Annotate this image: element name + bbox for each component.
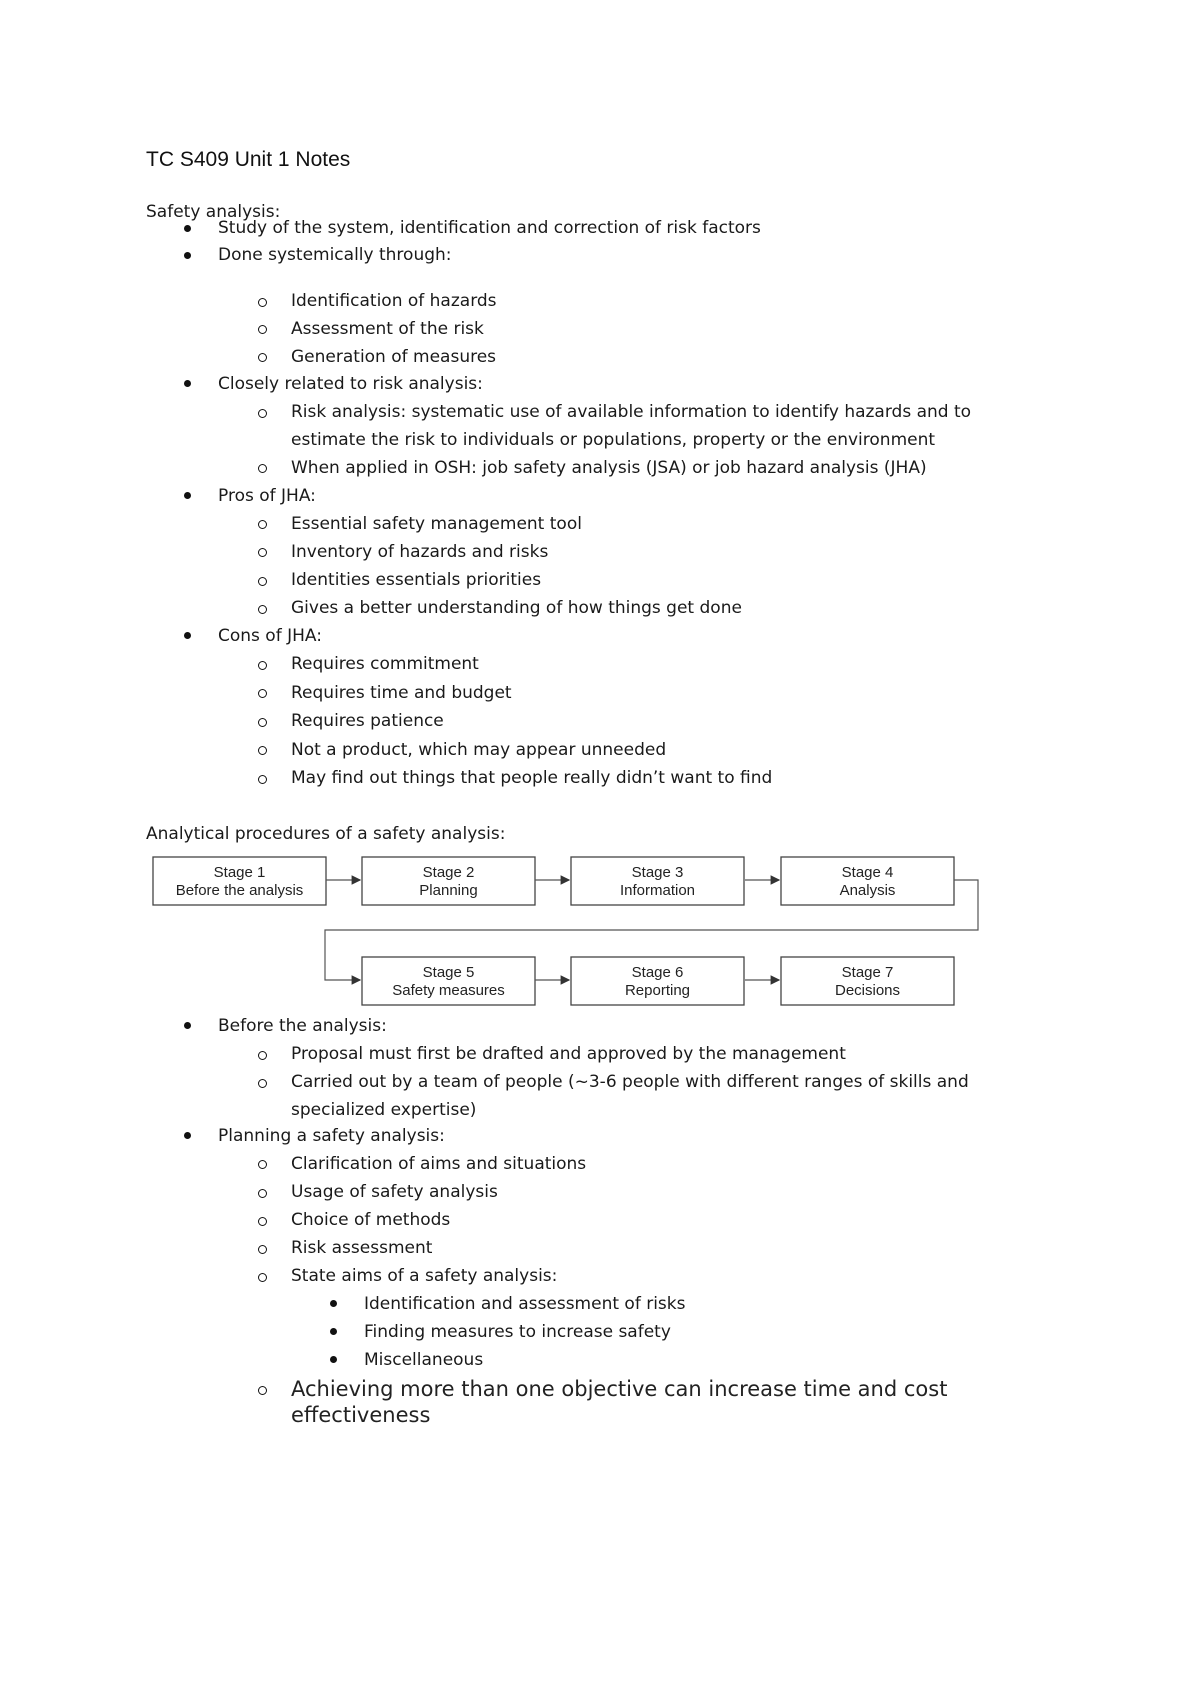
bullet-icon bbox=[330, 1356, 337, 1363]
circle-bullet-icon bbox=[258, 1160, 267, 1169]
stage-description: Before the analysis bbox=[175, 882, 304, 899]
bullet-icon bbox=[184, 1132, 191, 1139]
list-item: Clarification of aims and situations bbox=[291, 1154, 587, 1174]
stage-box-2 bbox=[362, 857, 535, 905]
list-item: Identification and assessment of risks bbox=[364, 1294, 686, 1314]
stage-name: Stage 2 bbox=[422, 864, 475, 881]
list-item: Closely related to risk analysis: bbox=[218, 374, 483, 394]
list-item: Achieving more than one objective can increase time and cost bbox=[291, 1377, 948, 1401]
list-item: May find out things that people really didn’t want to find bbox=[291, 768, 773, 788]
list-item: Proposal must first be drafted and approved by the management bbox=[291, 1044, 846, 1064]
stage-box-3 bbox=[571, 857, 744, 905]
list-item: Identification of hazards bbox=[291, 291, 497, 311]
list-item: Before the analysis: bbox=[218, 1016, 387, 1036]
list-item-continuation: effectiveness bbox=[291, 1403, 431, 1427]
stage-box-7 bbox=[781, 957, 954, 1005]
bullet-icon bbox=[184, 1022, 191, 1029]
list-item: Identities essentials priorities bbox=[291, 570, 542, 590]
list-item: Study of the system, identification and correction of risk factors bbox=[218, 218, 761, 238]
circle-bullet-icon bbox=[258, 1273, 267, 1282]
list-item-continuation: estimate the risk to individuals or populations, property or the environment bbox=[291, 430, 936, 450]
list-item: Inventory of hazards and risks bbox=[291, 542, 549, 562]
list-item: Assessment of the risk bbox=[291, 319, 484, 339]
list-item: Carried out by a team of people (~3-6 people with different ranges of skills and bbox=[291, 1072, 969, 1092]
circle-bullet-icon bbox=[258, 1051, 267, 1060]
list-item: Done systemically through: bbox=[218, 245, 452, 265]
list-item: Requires commitment bbox=[291, 654, 479, 674]
list-item: When applied in OSH: job safety analysis (JSA) or job hazard analysis (JHA) bbox=[291, 458, 927, 478]
stage-description: Decisions bbox=[834, 982, 901, 999]
list-item: Pros of JHA: bbox=[218, 486, 316, 506]
stage-description: Reporting bbox=[624, 982, 691, 999]
bullet-icon bbox=[330, 1328, 337, 1335]
stage-description: Safety measures bbox=[392, 982, 505, 999]
list-item: Essential safety management tool bbox=[291, 514, 582, 534]
stage-box-6 bbox=[571, 957, 744, 1005]
list-item: Requires time and budget bbox=[291, 683, 512, 703]
circle-bullet-icon bbox=[258, 1386, 267, 1395]
stage-name: Stage 5 bbox=[422, 964, 475, 981]
stage-name: Stage 7 bbox=[841, 964, 894, 981]
list-item: Finding measures to increase safety bbox=[364, 1322, 671, 1342]
stage-name: Stage 4 bbox=[841, 864, 894, 881]
stage-name: Stage 6 bbox=[631, 964, 684, 981]
stage-name: Stage 3 bbox=[631, 864, 684, 881]
stage-box-5 bbox=[362, 957, 535, 1005]
stage-description: Planning bbox=[419, 882, 478, 899]
circle-bullet-icon bbox=[258, 1245, 267, 1254]
list-item: Risk analysis: systematic use of available information to identify hazards and to bbox=[291, 402, 972, 422]
bullet-icon bbox=[330, 1300, 337, 1307]
page-title: TC S409 Unit 1 Notes bbox=[146, 148, 351, 171]
list-item: Planning a safety analysis: bbox=[218, 1126, 445, 1146]
stage-description: Information bbox=[619, 882, 696, 899]
list-item: Generation of measures bbox=[291, 347, 497, 367]
circle-bullet-icon bbox=[258, 1079, 267, 1088]
list-item: Risk assessment bbox=[291, 1238, 433, 1258]
section-heading-safety: Safety analysis: bbox=[146, 202, 281, 222]
list-item: Requires patience bbox=[291, 711, 444, 731]
circle-bullet-icon bbox=[258, 1217, 267, 1226]
stage-name: Stage 1 bbox=[213, 864, 266, 881]
list-item: State aims of a safety analysis: bbox=[291, 1266, 558, 1286]
circle-bullet-icon bbox=[258, 1189, 267, 1198]
list-item: Choice of methods bbox=[291, 1210, 451, 1230]
stage-box-4 bbox=[781, 857, 954, 905]
list-item: Not a product, which may appear unneeded bbox=[291, 740, 667, 760]
stage-box-1 bbox=[153, 857, 326, 905]
stage-description: Analysis bbox=[839, 882, 896, 899]
list-item: Gives a better understanding of how things get done bbox=[291, 598, 742, 618]
list-item: Cons of JHA: bbox=[218, 626, 322, 646]
list-item: Miscellaneous bbox=[364, 1350, 484, 1370]
list-item: Usage of safety analysis bbox=[291, 1182, 498, 1202]
section-heading-procedures: Analytical procedures of a safety analysis: bbox=[146, 824, 506, 844]
list-item-continuation: specialized expertise) bbox=[291, 1100, 477, 1120]
